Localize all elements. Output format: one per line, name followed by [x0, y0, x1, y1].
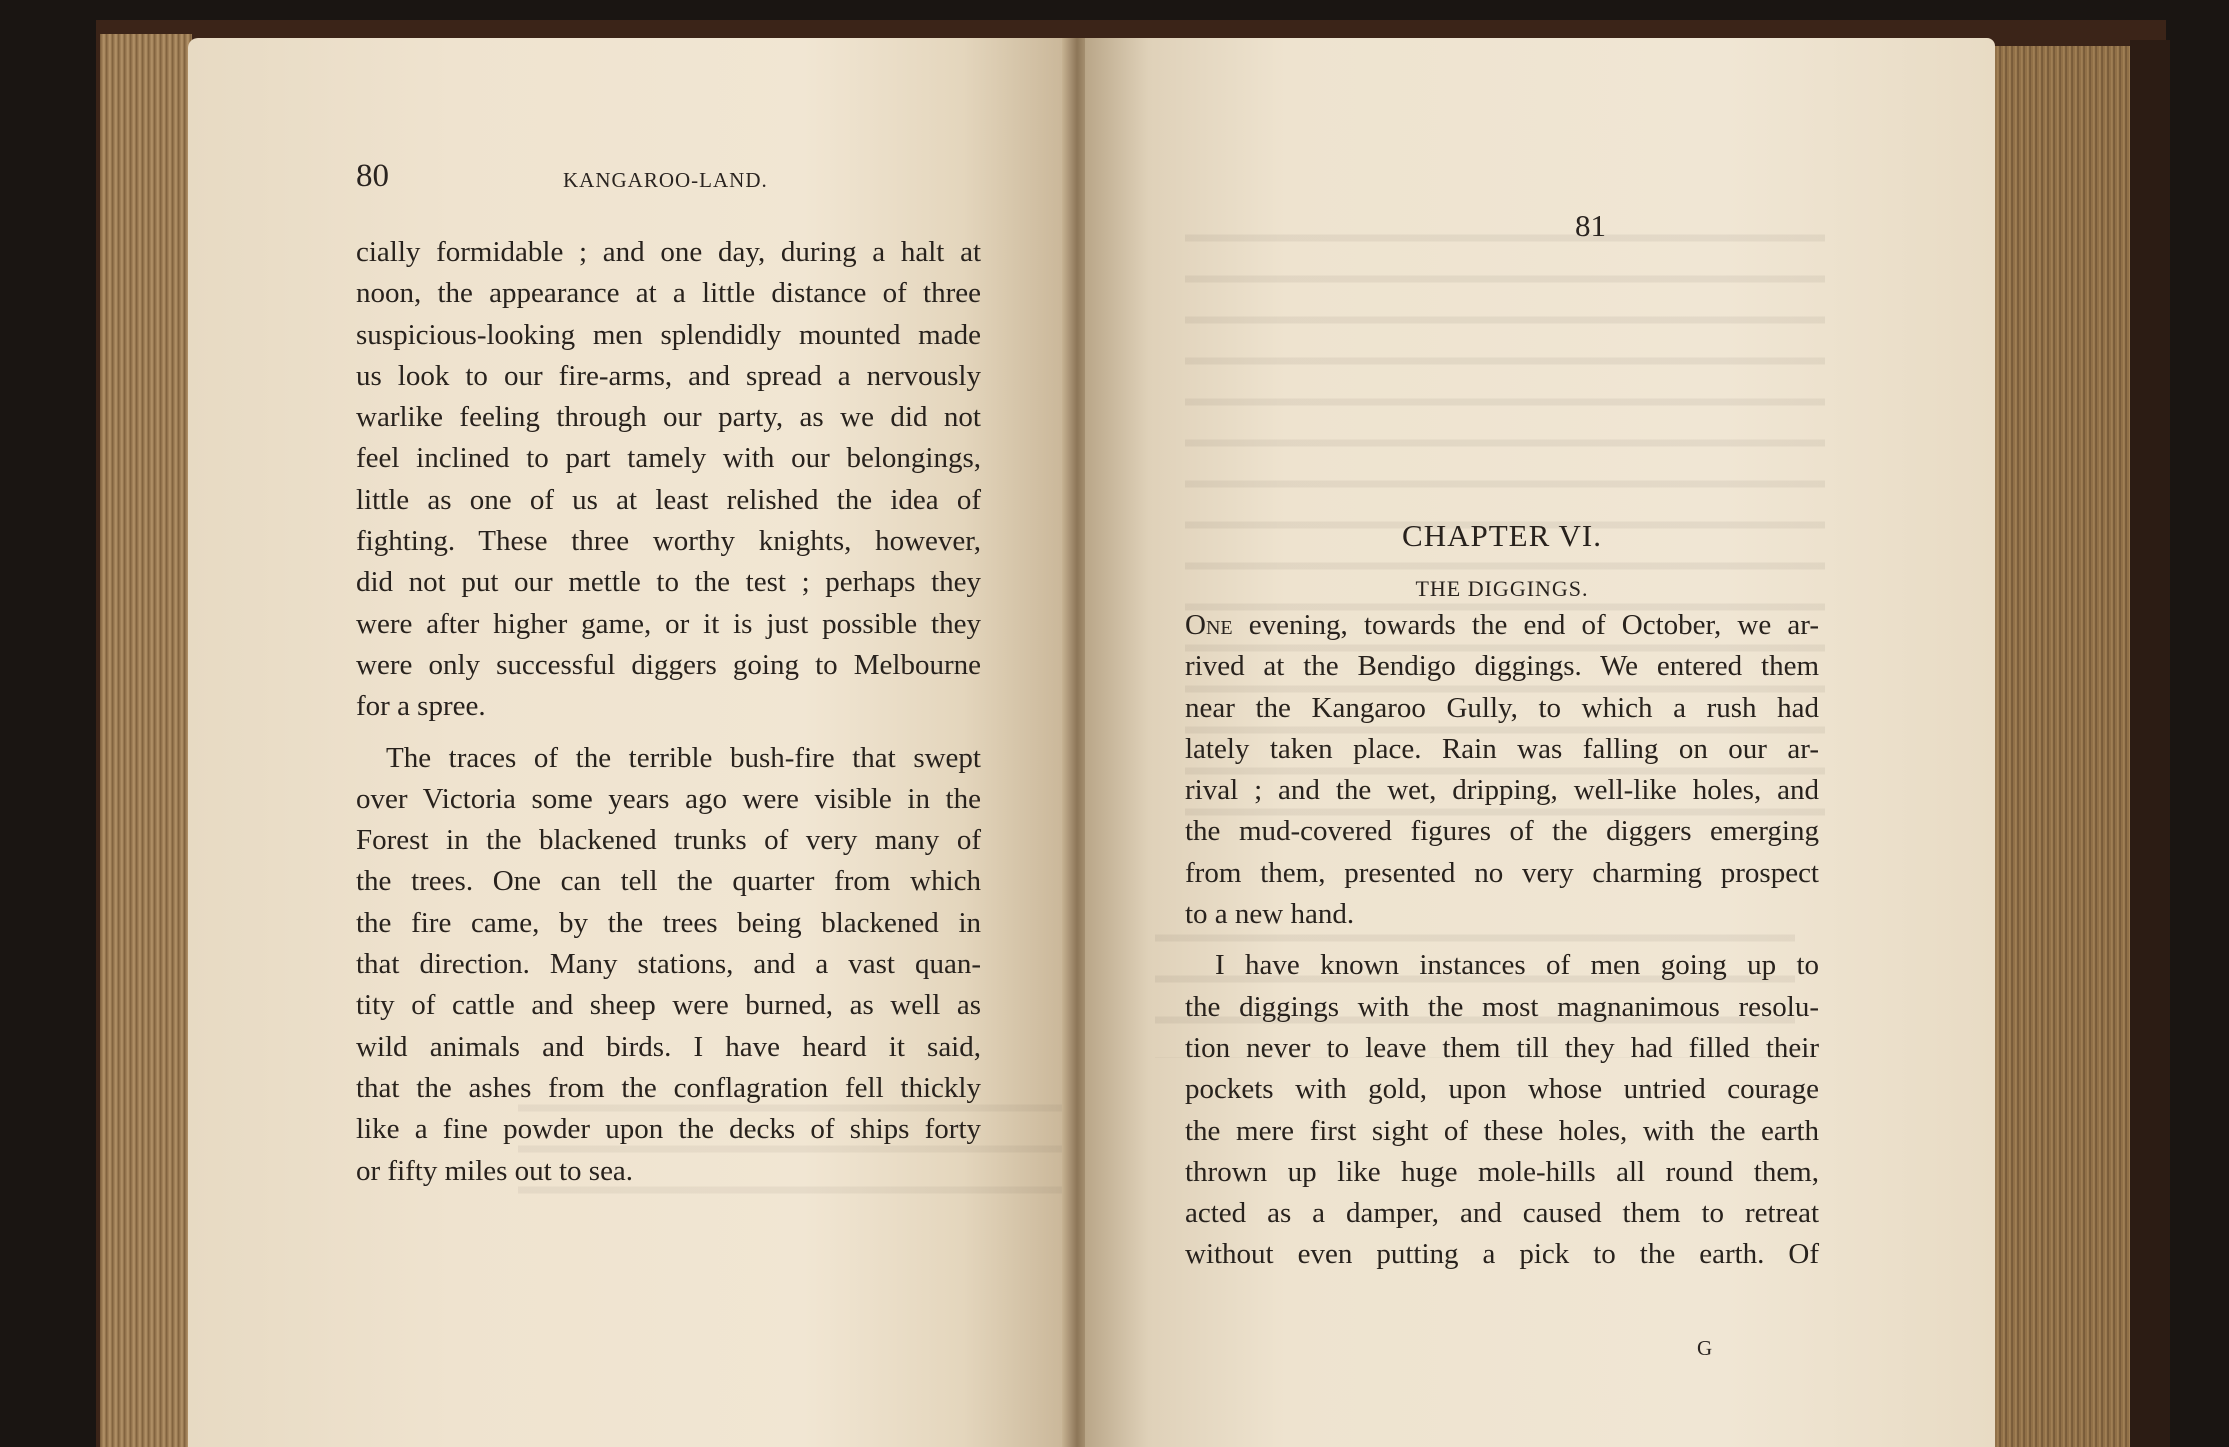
text-line: for a spree. — [356, 690, 486, 723]
text-line: from them, presented no very charming prospect — [1185, 856, 1819, 889]
running-head — [356, 158, 1174, 206]
text-line: like a fine powder upon the decks of ships forty — [356, 1113, 981, 1146]
right-page — [1085, 38, 1995, 1447]
text-line: I have known instances of men going up to — [1215, 949, 1819, 982]
running-head-title: KANGAROO-LAND. — [563, 168, 768, 192]
text-line: that the ashes from the conflagration fell thickly — [356, 1071, 981, 1104]
text-line: tion never to leave them till they had filled their — [1185, 1031, 1819, 1064]
left-page — [188, 38, 1068, 1447]
text-line: near the Kangaroo Gully, to which a rush had — [1185, 691, 1819, 724]
text-line: the fire came, by the trees being blackened in — [356, 906, 981, 939]
text-line: or fifty miles out to sea. — [356, 1154, 634, 1187]
text-line: lately taken place. Rain was falling on our ar- — [1185, 732, 1819, 765]
text-line: tity of cattle and sheep were burned, as well as — [356, 989, 981, 1022]
text-line: that direction. Many stations, and a vast quan- — [356, 948, 981, 981]
chapter-title: CHAPTER VI. — [1402, 518, 1602, 553]
chapter-body — [1185, 605, 1819, 1276]
page-number: 81 — [1575, 208, 1606, 243]
text-line: the diggings with the most magnanimous resolu- — [1185, 990, 1819, 1023]
text-line: were after higher game, or it is just possible they — [356, 607, 981, 640]
text-line: the mud-covered figures of the diggers emerging — [1185, 815, 1819, 848]
text-line: did not put our mettle to the test ; perhaps they — [356, 566, 981, 599]
text-line-rest: evening, towards the end of October, we ar- — [1232, 609, 1819, 641]
text-line: rived at the Bendigo diggings. We entered them — [1185, 650, 1819, 683]
paragraph — [1185, 945, 1819, 1275]
text-line: without even putting a pick to the earth. Of — [1185, 1238, 1819, 1271]
text-line: the mere first sight of these holes, with the earth — [1185, 1114, 1819, 1147]
text-line: little as one of us at least relished the idea of — [356, 483, 981, 516]
text-line: cially formidable ; and one day, during a halt at — [356, 236, 981, 268]
page-edges-left — [100, 34, 192, 1447]
drop-word: One — [1185, 609, 1233, 641]
text-line: were only successful diggers going to Melbourne — [356, 648, 981, 681]
paragraph — [356, 232, 981, 728]
text-line: suspicious-looking men splendidly mounted made — [356, 318, 981, 351]
text-line: the trees. One can tell the quarter from which — [356, 865, 981, 898]
text-line: warlike feeling through our party, as we did not — [356, 401, 981, 434]
text-line: wild animals and birds. I have heard it said, — [356, 1030, 981, 1063]
text-line: noon, the appearance at a little distance of three — [356, 277, 981, 310]
chapter-subtitle: THE DIGGINGS. — [1415, 576, 1589, 601]
text-line: Forest in the blackened trunks of very many of — [356, 824, 981, 857]
text-line: fighting. These three worthy knights, however, — [356, 525, 981, 558]
signature-mark: G — [1697, 1336, 1713, 1360]
paragraph — [1185, 605, 1819, 935]
text-line: us look to our fire-arms, and spread a nervously — [356, 359, 981, 392]
text-line: The traces of the terrible bush-fire that swept — [386, 741, 981, 774]
text-line: rival ; and the wet, dripping, well-like holes, and — [1185, 774, 1819, 807]
text-line — [1185, 605, 1819, 646]
text-line: to a new hand. — [1185, 898, 1355, 931]
text-line: thrown up like huge mole-hills all round them, — [1185, 1155, 1819, 1188]
text-line: acted as a damper, and caused them to retreat — [1185, 1197, 1819, 1230]
text-line: feel inclined to part tamely with our belongings, — [356, 442, 981, 475]
cover-edge-right — [2130, 40, 2170, 1447]
page-number: 80 — [356, 158, 389, 194]
text-line: pockets with gold, upon whose untried courage — [1185, 1073, 1819, 1106]
paragraph — [356, 738, 981, 1192]
text-line: over Victoria some years ago were visible in the — [356, 782, 981, 815]
